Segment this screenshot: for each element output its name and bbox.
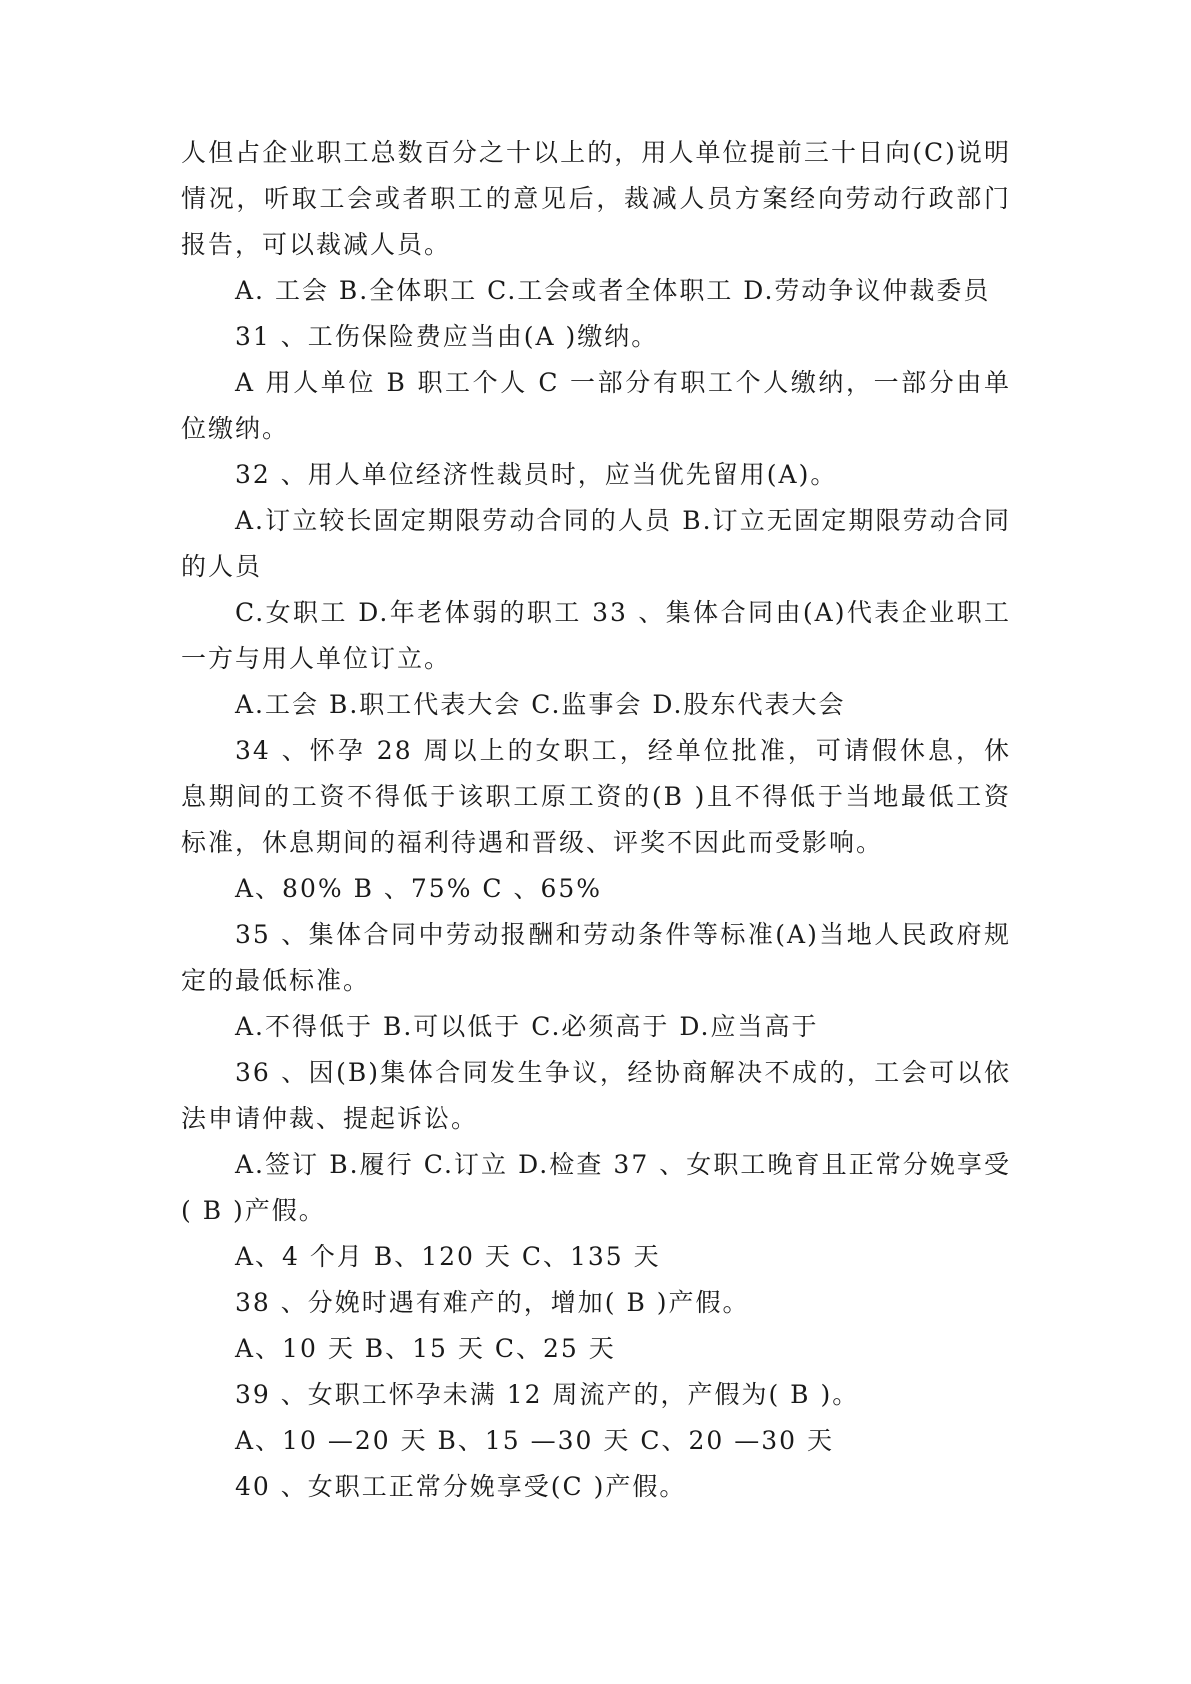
- document-body: [181, 130, 1011, 1510]
- paragraph-q30-options: A. 工会 B.全体职工 C.工会或者全体职工 D.劳动争议仲裁委员: [235, 276, 991, 305]
- paragraph-q32: 32 、用人单位经济性裁员时，应当优先留用(A)。: [235, 460, 838, 489]
- paragraph-q36-options-q37: A.签订 B.履行 C.订立 D.检查 37 、女职工晚育且正常分娩享受( B )产假。: [181, 1150, 1011, 1225]
- paragraph-q38: 38 、分娩时遇有难产的，增加( B )产假。: [235, 1288, 750, 1317]
- paragraph-q32-options-cd-q33: C.女职工 D.年老体弱的职工 33 、集体合同由(A)代表企业职工一方与用人单位订立。: [181, 598, 1011, 673]
- paragraph-q34-options: A、80% B 、75% C 、65%: [235, 874, 603, 903]
- paragraph-q31: 31 、工伤保险费应当由(A )缴纳。: [235, 322, 659, 351]
- paragraph-q40: 40 、女职工正常分娩享受(C )产假。: [235, 1472, 687, 1501]
- paragraph-q35-options: A.不得低于 B.可以低于 C.必须高于 D.应当高于: [235, 1012, 819, 1041]
- paragraph-q32-options-ab: A.订立较长固定期限劳动合同的人员 B.订立无固定期限劳动合同的人员: [181, 506, 1011, 581]
- paragraph-q37-options: A、4 个月 B、120 天 C、135 天: [235, 1242, 661, 1271]
- paragraph-q33-options: A.工会 B.职工代表大会 C.监事会 D.股东代表大会: [235, 690, 846, 719]
- paragraph-q38-options: A、10 天 B、15 天 C、25 天: [235, 1334, 616, 1363]
- paragraph-q39: 39 、女职工怀孕未满 12 周流产的，产假为( B )。: [235, 1380, 860, 1409]
- paragraph-q34: 34 、怀孕 28 周以上的女职工，经单位批准，可请假休息，休息期间的工资不得低于该职工原工资的(B )且不得低于当地最低工资标准，休息期间的福利待遇和晋级、评奖不因此而受影响。: [181, 736, 1011, 857]
- paragraph-q35: 35 、集体合同中劳动报酬和劳动条件等标准(A)当地人民政府规定的最低标准。: [181, 920, 1011, 995]
- paragraph-q30-continued: 人但占企业职工总数百分之十以上的，用人单位提前三十日向(C)说明情况，听取工会或者职工的意见后，裁减人员方案经向劳动行政部门报告，可以裁减人员。: [181, 138, 1011, 259]
- paragraph-q31-options: A 用人单位 B 职工个人 C 一部分有职工个人缴纳，一部分由单位缴纳。: [181, 368, 1011, 443]
- paragraph-q39-options: A、10 —20 天 B、15 —30 天 C、20 —30 天: [235, 1426, 834, 1455]
- paragraph-q36: 36 、因(B)集体合同发生争议，经协商解决不成的，工会可以依法申请仲裁、提起诉讼。: [181, 1058, 1011, 1133]
